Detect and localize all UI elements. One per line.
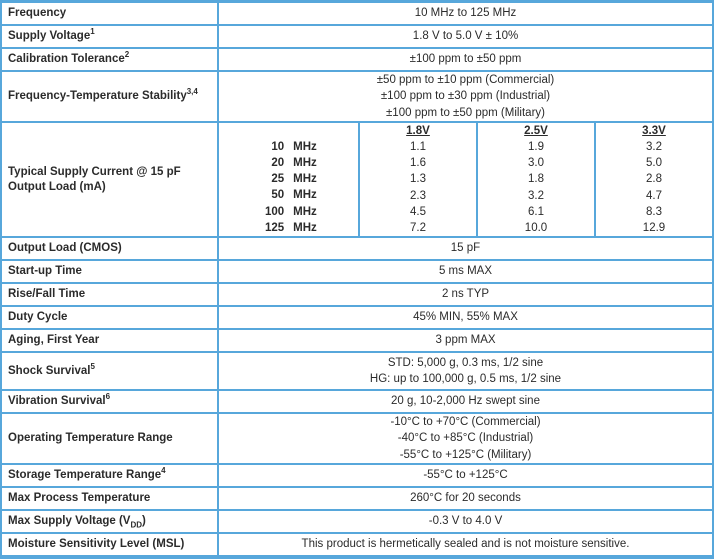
frequency-label: 50 MHz: [271, 189, 317, 202]
param-label-cell: [2, 123, 219, 236]
table-row: [2, 330, 712, 353]
voltage-header: 2.5V: [524, 124, 548, 137]
voltage-column-3v3: [594, 123, 712, 236]
param-value-cell: [219, 72, 712, 121]
current-value: 12.9: [642, 221, 666, 234]
table-row: [2, 3, 712, 26]
param-label: Max Process Temperature: [8, 492, 151, 504]
current-value: 1.8: [528, 173, 544, 186]
param-value-cell: [219, 330, 712, 351]
param-value-line: STD: 5,000 g, 0.3 ms, 1/2 sine: [387, 356, 544, 369]
param-label-cell: [2, 465, 219, 486]
param-label-cell: [2, 534, 219, 555]
param-label: Shock Survival$^5$: [8, 361, 95, 377]
frequency-column: [219, 123, 358, 236]
voltage-header: 3.3V: [642, 124, 666, 137]
param-label: Vibration Survival$^6$: [8, 392, 111, 407]
table-row: [2, 353, 712, 391]
param-value-line: -40°C to +85°C (Industrial): [397, 432, 534, 445]
table-row: [2, 511, 712, 534]
footnote-superscript: 6: [105, 392, 111, 402]
current-value: 7.2: [410, 221, 426, 234]
param-value-cell: [219, 26, 712, 47]
voltage-header: 1.8V: [406, 124, 430, 137]
footnote-superscript: 5: [90, 361, 95, 371]
param-value-cell: [219, 307, 712, 328]
param-label: Supply Voltage$^1$: [8, 27, 95, 42]
param-label-cell: [2, 72, 219, 121]
current-value: 1.3: [410, 173, 426, 186]
table-row: [2, 414, 712, 465]
param-label: Max Supply Voltage $(V_{DD})$: [8, 515, 146, 530]
param-label-cell: [2, 414, 219, 463]
param-value: -55°C to +125°C: [423, 469, 508, 482]
param-label: Operating Temperature Range: [8, 432, 173, 444]
voltage-column-2v5: [476, 123, 594, 236]
param-label-cell: [2, 26, 219, 47]
param-label: Aging, First Year: [8, 334, 100, 346]
table-row: [2, 26, 712, 49]
param-value-line: ±100 ppm to ±30 ppm (Industrial): [380, 90, 551, 103]
current-value: 10.0: [524, 221, 548, 234]
param-label: Rise/Fall Time: [8, 288, 86, 300]
param-value-cell: [219, 284, 712, 305]
param-value: 45% MIN, 55% MAX: [413, 311, 518, 324]
param-value: 20 g, 10-2,000 Hz swept sine: [391, 395, 540, 408]
param-value-cell: [219, 3, 712, 24]
param-label-cell: [2, 391, 219, 412]
table-row: [2, 72, 712, 123]
param-label: Frequency: [8, 7, 67, 19]
current-value: 2.3: [410, 189, 426, 202]
param-value-cell: [219, 353, 712, 389]
footnote-superscript: 1: [90, 27, 95, 37]
param-value-line: HG: up to 100,000 g, 0.5 ms, 1/2 sine: [369, 373, 562, 385]
param-label-cell: [2, 488, 219, 509]
current-value: 3.2: [528, 189, 544, 202]
param-value-cell: [219, 414, 712, 463]
param-label-cell: [2, 49, 219, 70]
param-value: 1.8 V to 5.0 V ± 10%: [412, 30, 519, 43]
table-row: [2, 284, 712, 307]
param-value-cell: [219, 391, 712, 412]
frequency-label: 100 MHz: [264, 205, 317, 218]
voltage-column-1v8: [358, 123, 476, 236]
table-row: [2, 465, 712, 488]
subscript-vdd: DD: [130, 520, 143, 530]
param-label: Storage Temperature Range$^4$: [8, 466, 166, 481]
supply-current-table: [219, 123, 712, 236]
param-value: This product is hermetically sealed and is not moisture sensitive.: [301, 538, 630, 551]
param-label: Frequency-Temperature Stability$^{3,4}$: [8, 87, 198, 102]
param-value-cell: [219, 488, 712, 509]
current-value: 4.7: [646, 189, 662, 202]
param-label: Output Load (CMOS): [8, 242, 122, 254]
param-value-cell: [219, 511, 712, 532]
param-label: Typical Supply Current @ 15 pF Output Load (mA): [8, 165, 181, 193]
param-value-line: ±50 ppm to ±10 ppm (Commercial): [376, 73, 555, 86]
param-label-cell: [2, 353, 219, 389]
table-row-supply-current: [2, 123, 712, 238]
param-value: -0.3 V to 4.0 V: [428, 515, 503, 528]
table-row: [2, 391, 712, 414]
param-label-cell: [2, 261, 219, 282]
table-row: [2, 238, 712, 261]
current-value: 1.9: [528, 141, 544, 154]
param-label: Moisture Sensitivity Level (MSL): [8, 538, 185, 550]
param-value-line: -10°C to +70°C (Commercial): [390, 415, 541, 428]
param-value: 2 ns TYP: [441, 288, 490, 301]
param-label-cell: [2, 238, 219, 259]
param-value-cell: [219, 261, 712, 282]
param-value: 15 pF: [450, 242, 481, 255]
frequency-label: 10 MHz: [271, 140, 317, 153]
table-row: [2, 261, 712, 284]
param-value: 3 ppm MAX: [435, 334, 496, 347]
table-row: [2, 488, 712, 511]
param-value-line: ±100 ppm to ±50 ppm (Military): [386, 106, 545, 119]
param-label: Duty Cycle: [8, 311, 68, 323]
table-row: [2, 307, 712, 330]
param-value-line: -55°C to +125°C (Military): [399, 448, 532, 461]
param-value: ±100 ppm to ±50 ppm: [409, 53, 522, 66]
footnote-superscript: 3,4: [186, 87, 198, 97]
frequency-label: 125 MHz: [264, 221, 317, 234]
param-value-cell: [219, 238, 712, 259]
param-label: Start-up Time: [8, 265, 82, 277]
param-label-cell: [2, 3, 219, 24]
param-label-cell: [2, 284, 219, 305]
footnote-superscript: 2: [124, 50, 130, 60]
current-value: 6.1: [528, 205, 544, 218]
param-value: 260°C for 20 seconds: [410, 492, 521, 505]
current-value: 1.1: [410, 141, 426, 154]
current-value: 3.0: [528, 157, 544, 170]
empty-header-cell: [219, 123, 358, 139]
current-value: 8.3: [646, 205, 662, 218]
param-label: Calibration Tolerance$^2$: [8, 50, 130, 65]
current-value: 3.2: [646, 141, 662, 154]
param-value-cell: [219, 465, 712, 486]
param-label-cell: [2, 307, 219, 328]
current-value: 5.0: [646, 157, 662, 170]
current-value: 1.6: [410, 157, 426, 170]
frequency-label: 20 MHz: [271, 157, 317, 170]
param-value-cell: [219, 49, 712, 70]
table-row: [2, 49, 712, 72]
frequency-label: 25 MHz: [271, 173, 317, 186]
param-value: 10 MHz to 125 MHz: [414, 7, 517, 20]
param-value: 5 ms MAX: [438, 265, 493, 278]
param-label-cell: [2, 511, 219, 532]
current-value: 2.8: [646, 173, 662, 186]
current-value: 4.5: [410, 205, 426, 218]
table-row: [2, 534, 712, 555]
param-label-cell: [2, 330, 219, 351]
footnote-superscript: 4: [161, 466, 166, 476]
param-value-cell: [219, 534, 712, 555]
